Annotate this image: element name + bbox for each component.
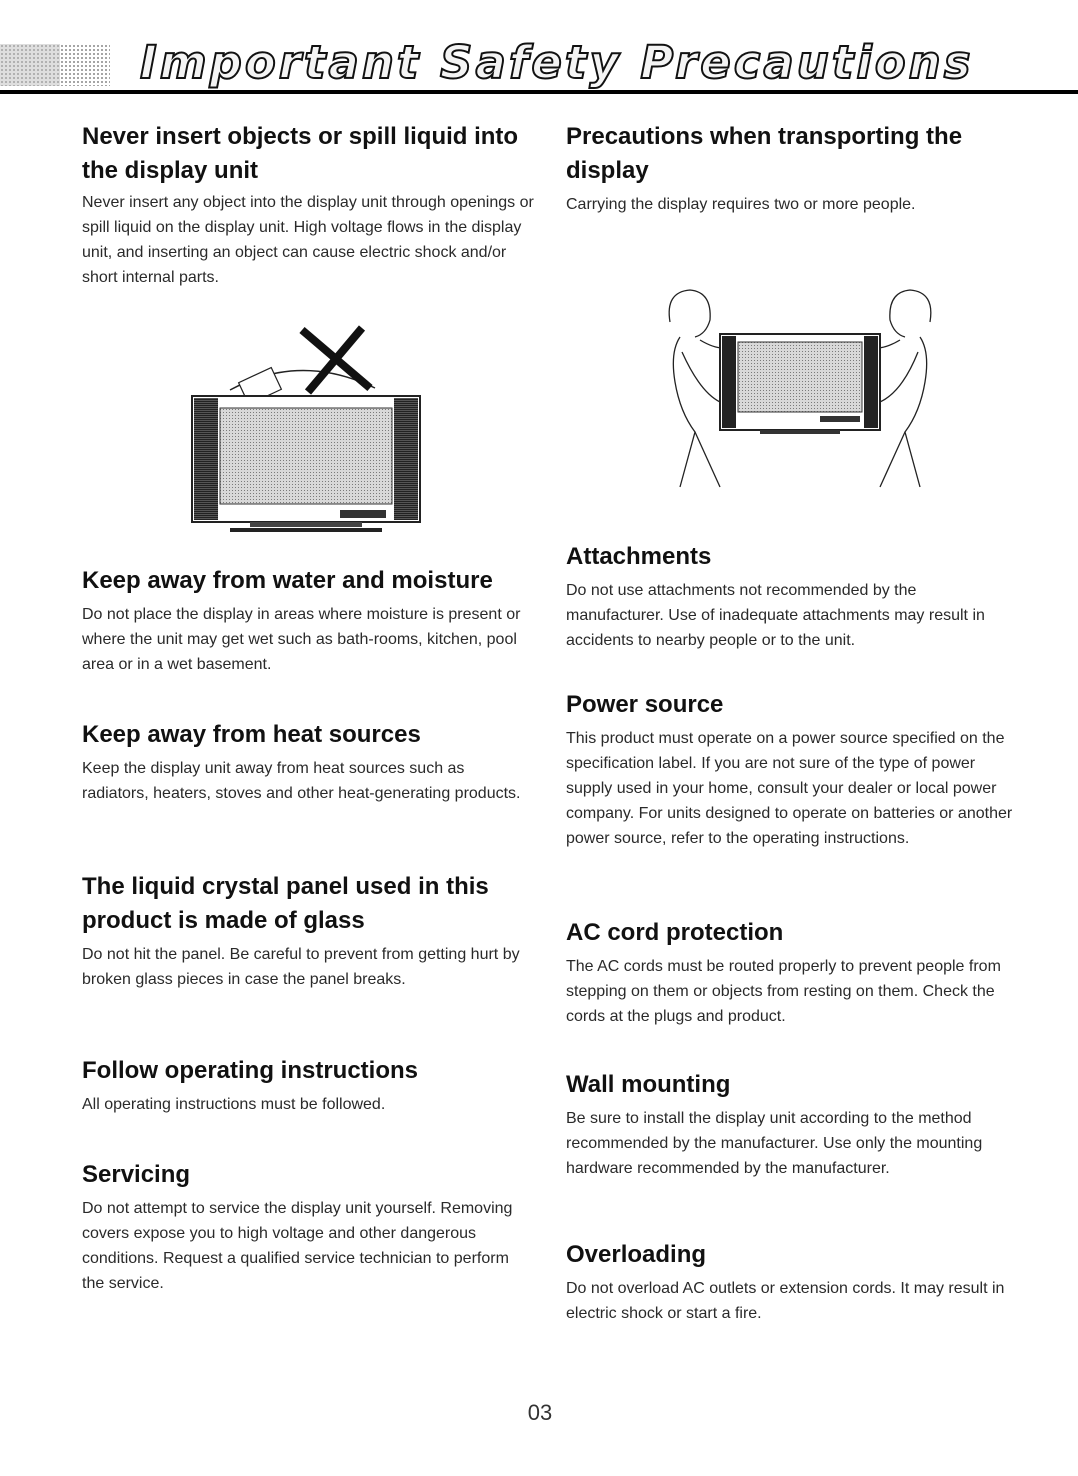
section-glass-panel <box>82 870 537 992</box>
section-water-moisture <box>82 564 542 677</box>
section-heading: Attachments <box>566 543 712 570</box>
section-body: Keep the display unit away from heat sources such as radiators, heaters, stoves and other heat-generating products. <box>82 760 521 802</box>
section-body: Do not place the display in areas where moisture is present or where the unit may get wet such as bath-rooms, kitchen, pool area or in a wet basement. <box>82 606 521 673</box>
page-title: Important Safety Precautions <box>140 36 974 89</box>
section-attachments <box>566 540 1016 653</box>
page-number: 03 <box>527 1400 553 1425</box>
section-body: Do not use attachments not recommended by the manufacturer. Use of inadequate attachments may result in accidents to nearby people or to the unit. <box>566 582 985 649</box>
title-decoration-icon <box>0 44 110 86</box>
section-heading: The liquid crystal panel used in this product is made of glass <box>82 873 489 934</box>
section-heading: Precautions when transporting the display <box>566 123 963 184</box>
section-heading: Follow operating instructions <box>82 1057 418 1084</box>
section-heading: Power source <box>566 691 724 718</box>
section-body: Do not overload AC outlets or extension cords. It may result in electric shock or start a fire. <box>566 1280 1005 1322</box>
section-never-insert <box>82 120 537 290</box>
section-heading: Never insert objects or spill liquid into the display unit <box>82 123 519 184</box>
section-servicing <box>82 1158 522 1296</box>
section-body: This product must operate on a power source specified on the specification label. If you are not sure of the type of power supply used in your home, consult your dealer or local power company. For units designed to operate on batteries or another power source, refer to the operating instructions. <box>566 730 1013 847</box>
section-heading: Keep away from heat sources <box>82 721 421 748</box>
section-body: Do not hit the panel. Be careful to prevent from getting hurt by broken glass pieces in case the panel breaks. <box>82 946 520 988</box>
section-heading: AC cord protection <box>566 919 784 946</box>
section-heading: Overloading <box>566 1241 707 1268</box>
section-ac-cord <box>566 916 1026 1029</box>
section-body: Carrying the display requires two or more people. <box>566 196 916 213</box>
title-divider <box>0 90 1078 94</box>
section-body: Do not attempt to service the display unit yourself. Removing covers expose you to high voltage and other dangerous conditions. Request a qualified service technician to perform the service. <box>82 1200 513 1292</box>
section-heading: Servicing <box>82 1161 191 1188</box>
tv-no-objects-illustration <box>190 322 422 544</box>
section-body: All operating instructions must be followed. <box>82 1096 386 1113</box>
section-heading: Wall mounting <box>566 1071 731 1098</box>
section-wall-mounting <box>566 1068 1006 1181</box>
section-heat-sources <box>82 718 527 806</box>
section-body: Never insert any object into the display unit through openings or spill liquid on the display unit. High voltage flows in the display unit, and inserting an object can cause electric shock and/or short internal parts. <box>82 194 534 286</box>
page-header <box>0 30 1078 92</box>
section-operating-instructions <box>82 1054 527 1117</box>
section-transporting <box>566 120 1036 217</box>
section-body: The AC cords must be routed properly to prevent people from stepping on them or objects from resting on them. Check the cords at the plugs and product. <box>566 958 1001 1025</box>
two-people-carrying-illustration <box>640 282 960 492</box>
section-body: Be sure to install the display unit according to the method recommended by the manufacturer. Use only the mounting hardware recommended by the manufacturer. <box>566 1110 983 1177</box>
section-heading: Keep away from water and moisture <box>82 567 493 594</box>
section-overloading <box>566 1238 1006 1326</box>
section-power-source <box>566 688 1016 851</box>
